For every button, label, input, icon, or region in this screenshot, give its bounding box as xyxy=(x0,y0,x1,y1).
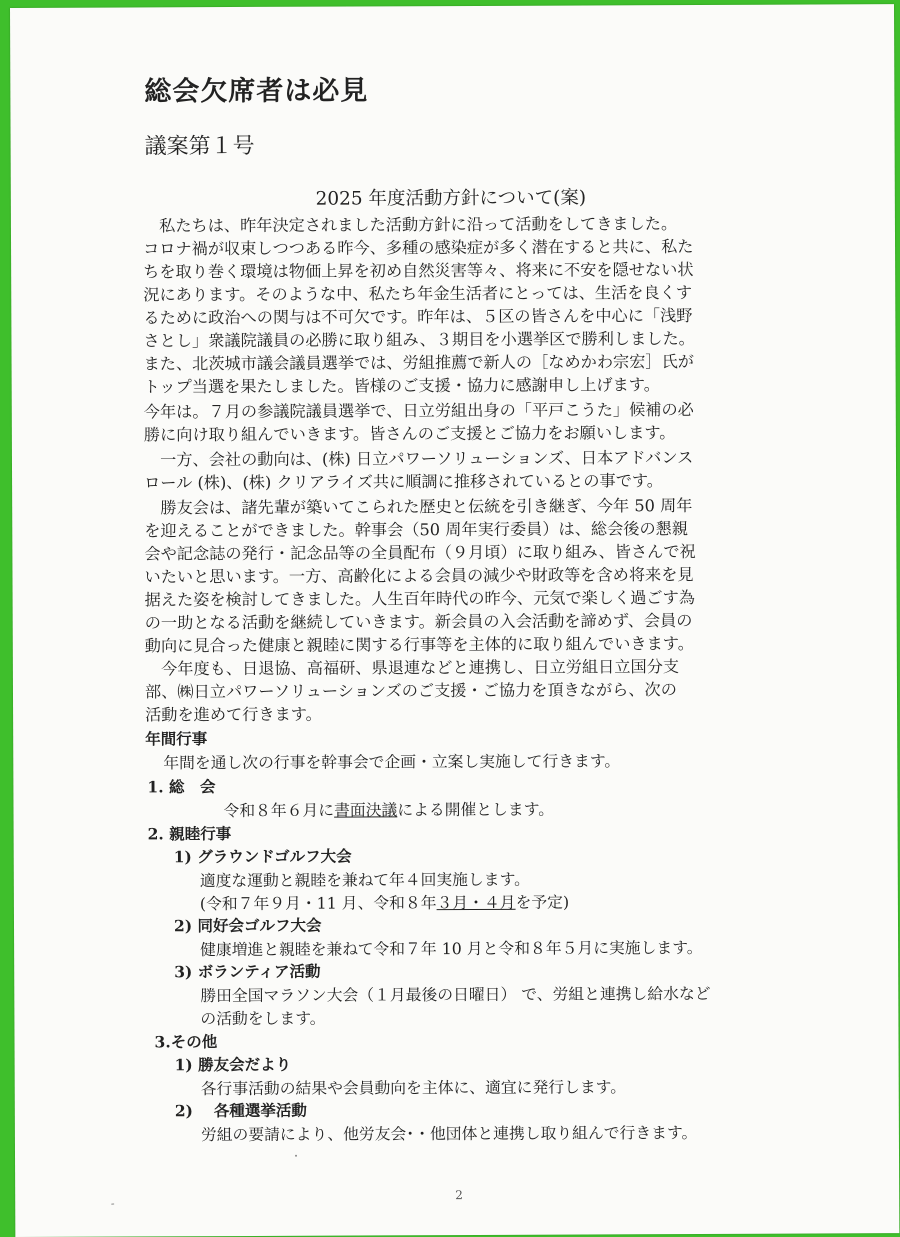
text-line: 据えた姿を検討してきました。人生百年時代の昨今、元気で楽しく過ごす為 xyxy=(144,588,695,610)
text-line: るために政治への関与は不可欠です。昨年は、５区の皆さんを中心に「浅野 xyxy=(143,306,693,328)
other-heading: 3.その他 xyxy=(154,1032,218,1052)
scan-speck xyxy=(111,1204,114,1205)
text-line: いたいと思います。一方、高齢化による会員の減少や財政等を含め将来を見 xyxy=(144,565,694,587)
underlined-text: 書面決議 xyxy=(334,800,398,820)
social-events-heading: 2. 親睦行事 xyxy=(147,824,232,844)
scan-speck xyxy=(295,1155,297,1157)
paragraph-2 xyxy=(144,397,864,446)
paragraph-3 xyxy=(144,445,864,494)
text-line: 勝友会は、諸先輩が築いてこられた歴史と伝統を引き継ぎ、今年 50 周年 xyxy=(144,496,693,518)
text-span: による開催とします。 xyxy=(397,799,555,820)
text-line: コロナ禍が収束しつつある昨今、多種の感染症が多く潜在すると共に、私た xyxy=(143,237,694,259)
text-line: 会や記念誌の発行・記念品等の全員配布（９月頃）に取り組み、皆さんで祝 xyxy=(144,542,696,564)
underlined-text: ３月・４月 xyxy=(436,892,516,913)
text-line: トップ当選を果たしました。皆様のご支援・協力に感謝申し上げます。 xyxy=(143,375,660,397)
notice-heading: 総会欠席者は必見 xyxy=(144,75,369,108)
text-line: ちを取り巻く環境は物価上昇を初め自然災害等々、将来に不安を隠せない状 xyxy=(143,260,694,282)
text-span: を予定) xyxy=(515,892,570,912)
text-line: 私たちは、昨年決定されました活動方針に沿って活動をしてきました。 xyxy=(142,214,678,236)
elections-text: 労組の要請により、他労友会･・他団体と連携し取り組んで行きます。 xyxy=(200,1123,698,1145)
volunteer-heading: 3) ボランティア活動 xyxy=(174,961,321,982)
text-line: ロール (株)、(株) クリアライズ共に順調に推移されているとの事です。 xyxy=(144,471,664,493)
text-line: さとし」衆議院議員の必勝に取り組み、３期目を小選挙区で勝利しました。 xyxy=(143,329,695,351)
text-line: 勝に向け取り組んでいきます。皆さんのご支援とご協力をお願いします。 xyxy=(143,423,676,445)
text-line: の一助となる活動を継続していきます。新会員の入会活動を諦めず、会員の xyxy=(144,611,693,633)
text-line: を迎えることができました。幹事会（50 周年実行委員）は、総会後の懇親 xyxy=(144,519,689,541)
elections-heading: 2) 各種選挙活動 xyxy=(174,1100,307,1121)
general-meeting-heading: 1. 総 会 xyxy=(147,777,216,797)
text-line: 一方、会社の動向は、(株) 日立パワーソリューションズ、日本アドバンス xyxy=(143,448,694,470)
annual-events-intro: 年間を通し次の行事を幹事会で企画・立案し実施して行きます。 xyxy=(163,751,621,773)
agenda-number: 議案第１号 xyxy=(144,133,255,160)
golf-text: 健康増進と親睦を兼ねて令和７年 10 月と令和８年５月に実施します。 xyxy=(200,937,703,960)
text-line: 動向に見合った健康と親睦に関する行事等を主体的に取り組んでいきます。 xyxy=(144,634,694,656)
text-line: 今年は。７月の参議院議員選挙で、日立労組出身の「平戸こうた」候補の必 xyxy=(143,400,694,422)
newsletter-heading: 1) 勝友会だより xyxy=(174,1054,292,1075)
general-meeting-text xyxy=(223,797,554,821)
text-line: 活動を進めて行きます。 xyxy=(145,704,322,725)
text-span: (令和７年９月・11 月、令和８年 xyxy=(199,893,437,914)
ground-golf-text: 適度な運動と親睦を兼ねて年４回実施します。 xyxy=(199,869,530,891)
text-span: 令和８年６月に xyxy=(223,800,335,821)
text-line: 部、㈱日立パワーソリューションズのご支援・ご協力を頂きながら、次の xyxy=(144,680,677,702)
golf-heading: 2) 同好会ゴルフ大会 xyxy=(173,915,322,936)
ground-golf-schedule xyxy=(200,890,569,915)
text-line: また、北茨城市議会議員選挙では、労組推薦で新人の［なめかわ宗宏］氏が xyxy=(143,352,694,374)
document-title: 2025 年度活動方針について(案) xyxy=(315,187,587,210)
paragraph-5 xyxy=(145,654,865,726)
document-page xyxy=(10,4,899,1237)
newsletter-text: 各行事活動の結果や会員動向を主体に、適宜に発行します。 xyxy=(200,1077,627,1099)
volunteer-text-line1: 勝田全国マラソン大会（１月最後の日曜日） で、労組と連携し給水など xyxy=(200,983,711,1006)
ground-golf-heading: 1) グラウンドゴルフ大会 xyxy=(173,846,352,867)
page-number: 2 xyxy=(455,1188,463,1203)
paragraph-4 xyxy=(144,493,865,657)
text-line: 今年度も、日退協、高福研、県退連などと連携し、日立労組日立国分支 xyxy=(144,657,680,679)
volunteer-text-line2: の活動をします。 xyxy=(200,1008,326,1029)
text-line: 況にあります。そのような中、私たち年金生活者にとっては、生活を良くす xyxy=(143,283,693,305)
paragraph-1 xyxy=(143,211,864,398)
annual-events-heading: 年間行事 xyxy=(145,729,208,749)
